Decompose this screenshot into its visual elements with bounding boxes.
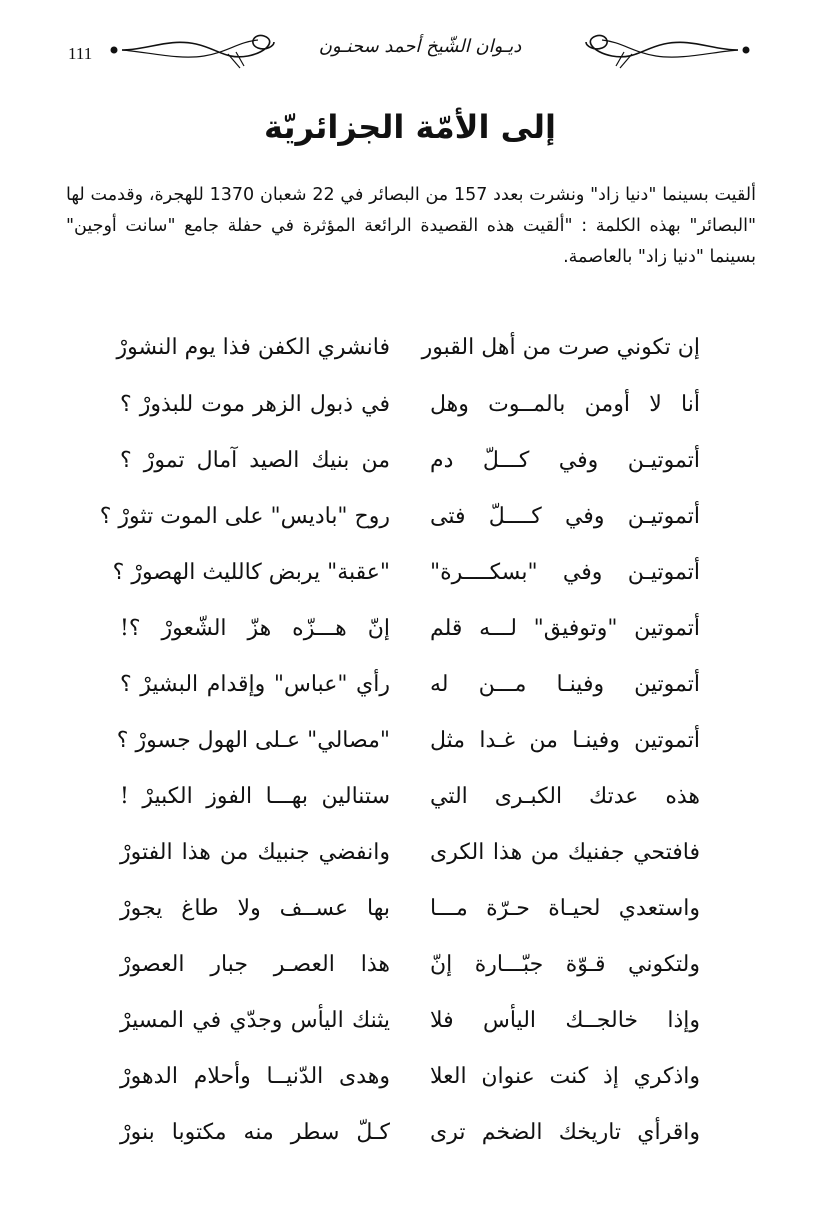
verse-line [120,1001,700,1041]
verse-line [120,777,700,817]
verse-line [120,1113,700,1153]
first-hemistich: أتموتيـن وفي كـــلّ دم [430,448,700,473]
second-hemistich: فانشري الكفن فذا يوم النشورْ [116,335,390,360]
second-hemistich: "مصالي" عـلى الهول جسورْ ؟ [116,728,390,753]
verse-line [120,945,700,985]
first-hemistich: فافتحي جفنيك من هذا الكرى [430,840,700,865]
first-hemistich: وإذا خالجــك اليأس فلا [430,1008,700,1033]
first-hemistich: هذه عدتك الكبـرى التي [430,784,700,809]
first-hemistich: أتموتين وفينـا مـــن له [430,672,700,697]
verse-line [112,553,700,593]
poem-title: إلى الأمّة الجزائريّة [264,108,556,146]
second-hemistich: كـلّ سطر منه مكتوبا بنورْ [120,1120,390,1145]
verse-line [120,385,700,425]
second-hemistich: وهدى الدّنيــا وأحلام الدهورْ [120,1064,390,1089]
second-hemistich: وانفضي جنبيك من هذا الفتورْ [120,840,390,865]
first-hemistich: أتموتيـن وفي كــــلّ فتى [430,504,700,529]
verse-line [116,328,700,368]
verse-line [120,609,700,649]
second-hemistich: رأي "عباس" وإقدام البشيرْ ؟ [120,672,390,697]
verse-line [120,833,700,873]
second-hemistich: ستنالين بهـــا الفوز الكبيرْ ! [120,784,390,809]
first-hemistich: أتموتيـن وفي "بسكــــرة" [430,560,700,585]
second-hemistich: روح "باديس" على الموت تثورْ ؟ [99,504,390,529]
second-hemistich: إنّ هـــزّه هزّ الشّعورْ ؟! [120,616,390,641]
second-hemistich: يثنك اليأس وجدّي في المسيرْ [120,1008,390,1033]
verse-line [120,665,700,705]
verse-line [116,721,700,761]
first-hemistich: أنا لا أومن بالمــوت وهل [430,392,700,417]
intro-paragraph: ألقيت بسينما "دنيا زاد" ونشرت بعدد 157 من البصائر في 22 شعبان 1370 للهجرة، وقدمت لها "البصائر" بهذه الكلمة : "ألقيت هذه القصيدة الرائعة المؤثرة في حفلة جامع "سانت أوجين" بسينما "دنيا زاد" بالعاصمة. [66,185,756,267]
first-hemistich: ولتكوني قـوّة جبّـــارة إنّ [430,952,700,977]
first-hemistich: واذكري إذ كنت عنوان العلا [430,1064,700,1089]
right-flourish-ornament [572,30,752,70]
first-hemistich: أتموتين وفينـا من غـدا مثل [430,728,700,753]
verse-line [120,441,700,481]
first-hemistich: واقرأي تاريخك الضخم ترى [430,1120,700,1145]
running-header-title: ديـوان الشّيخ أحمد سحنـون [318,36,522,57]
page-number: 111 [68,44,93,63]
second-hemistich: في ذبول الزهر موت للبذورْ ؟ [120,392,390,417]
first-hemistich: واستعدي لحيـاة حـرّة مـــا [430,896,700,921]
second-hemistich: هذا العصـر جبار العصورْ [120,952,390,977]
second-hemistich: بها عســف ولا طاغ يجورْ [120,896,390,921]
verse-line [120,889,700,929]
first-hemistich: أتموتين "وتوفيق" لـــه قلم [430,616,700,641]
second-hemistich: "عقبة" يربض كالليث الهصورْ ؟ [112,560,390,585]
second-hemistich: من بنيك الصيد آمال تمورْ ؟ [120,448,390,473]
left-flourish-ornament [108,30,288,70]
verse-line [99,497,700,537]
first-hemistich: إن تكوني صرت من أهل القبور [421,335,700,360]
verse-line [120,1057,700,1097]
